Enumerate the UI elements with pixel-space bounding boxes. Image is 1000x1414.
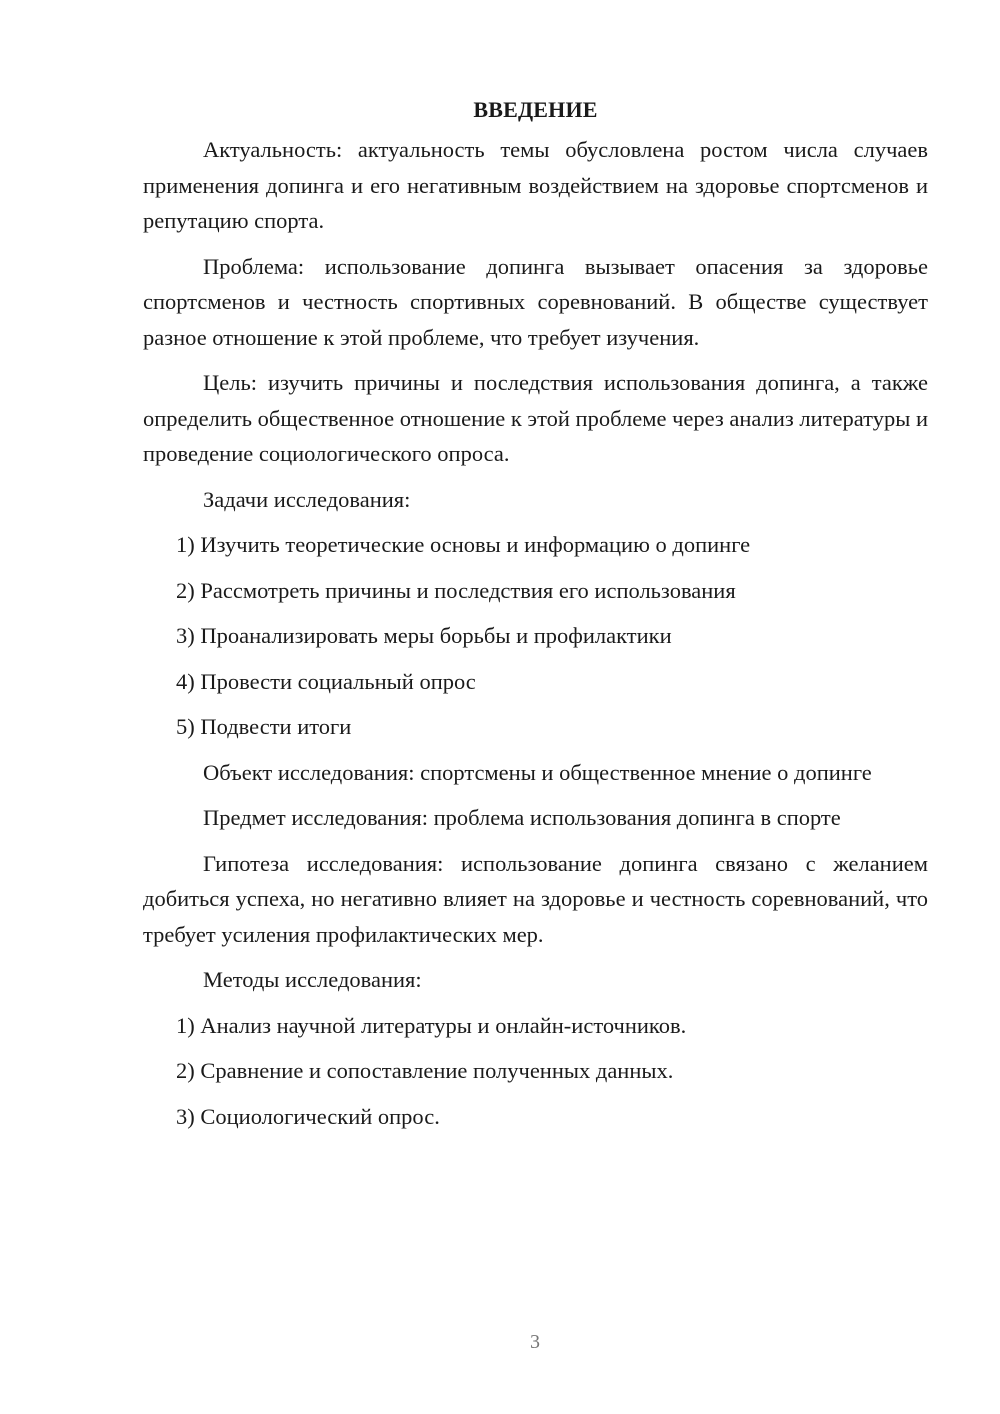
object-paragraph: Объект исследования: спортсмены и общественное мнение о допинге (203, 759, 872, 785)
page-number: 3 (530, 1331, 540, 1353)
task-item: 1) Изучить теоретические основы и информацию о допинге (176, 532, 751, 557)
document-body (143, 92, 928, 1144)
task-item: 3) Проанализировать меры борьбы и профилактики (176, 623, 672, 648)
method-item: 1) Анализ научной литературы и онлайн-источников. (176, 1012, 687, 1038)
task-item: 4) Провести социальный опрос (176, 668, 476, 694)
subject-paragraph: Предмет исследования: проблема использования допинга в спорте (203, 805, 841, 830)
tasks-heading: Задачи исследования: (203, 486, 411, 512)
goal-paragraph: Цель: изучить причины и последствия использования допинга, а также определить общественное отношение к этой проблеме через анализ литературы и проведение социологического опроса. (143, 370, 928, 466)
method-item: 3) Социологический опрос. (176, 1103, 440, 1129)
hypothesis-paragraph: Гипотеза исследования: использование допинга связано с желанием добиться успеха, но негативно влияет на здоровье и честность соревнований, что требует усиления профилактических мер. (143, 850, 928, 947)
relevance-paragraph: Актуальность: актуальность темы обусловлена ростом числа случаев применения допинга и его негативным воздействием на здоровье спортсменов и репутацию спорта. (143, 137, 928, 233)
task-item: 5) Подвести итоги (176, 714, 352, 739)
task-item: 2) Рассмотреть причины и последствия его использования (176, 577, 736, 603)
method-item: 2) Сравнение и сопоставление полученных данных. (176, 1058, 674, 1083)
methods-heading: Методы исследования: (203, 967, 422, 992)
section-title: ВВЕДЕНИЕ (473, 97, 598, 122)
problem-paragraph: Проблема: использование допинга вызывает опасения за здоровье спортсменов и честность спортивных соревнований. В обществе существует разное отношение к этой проблеме, что требует изучения. (143, 253, 928, 350)
